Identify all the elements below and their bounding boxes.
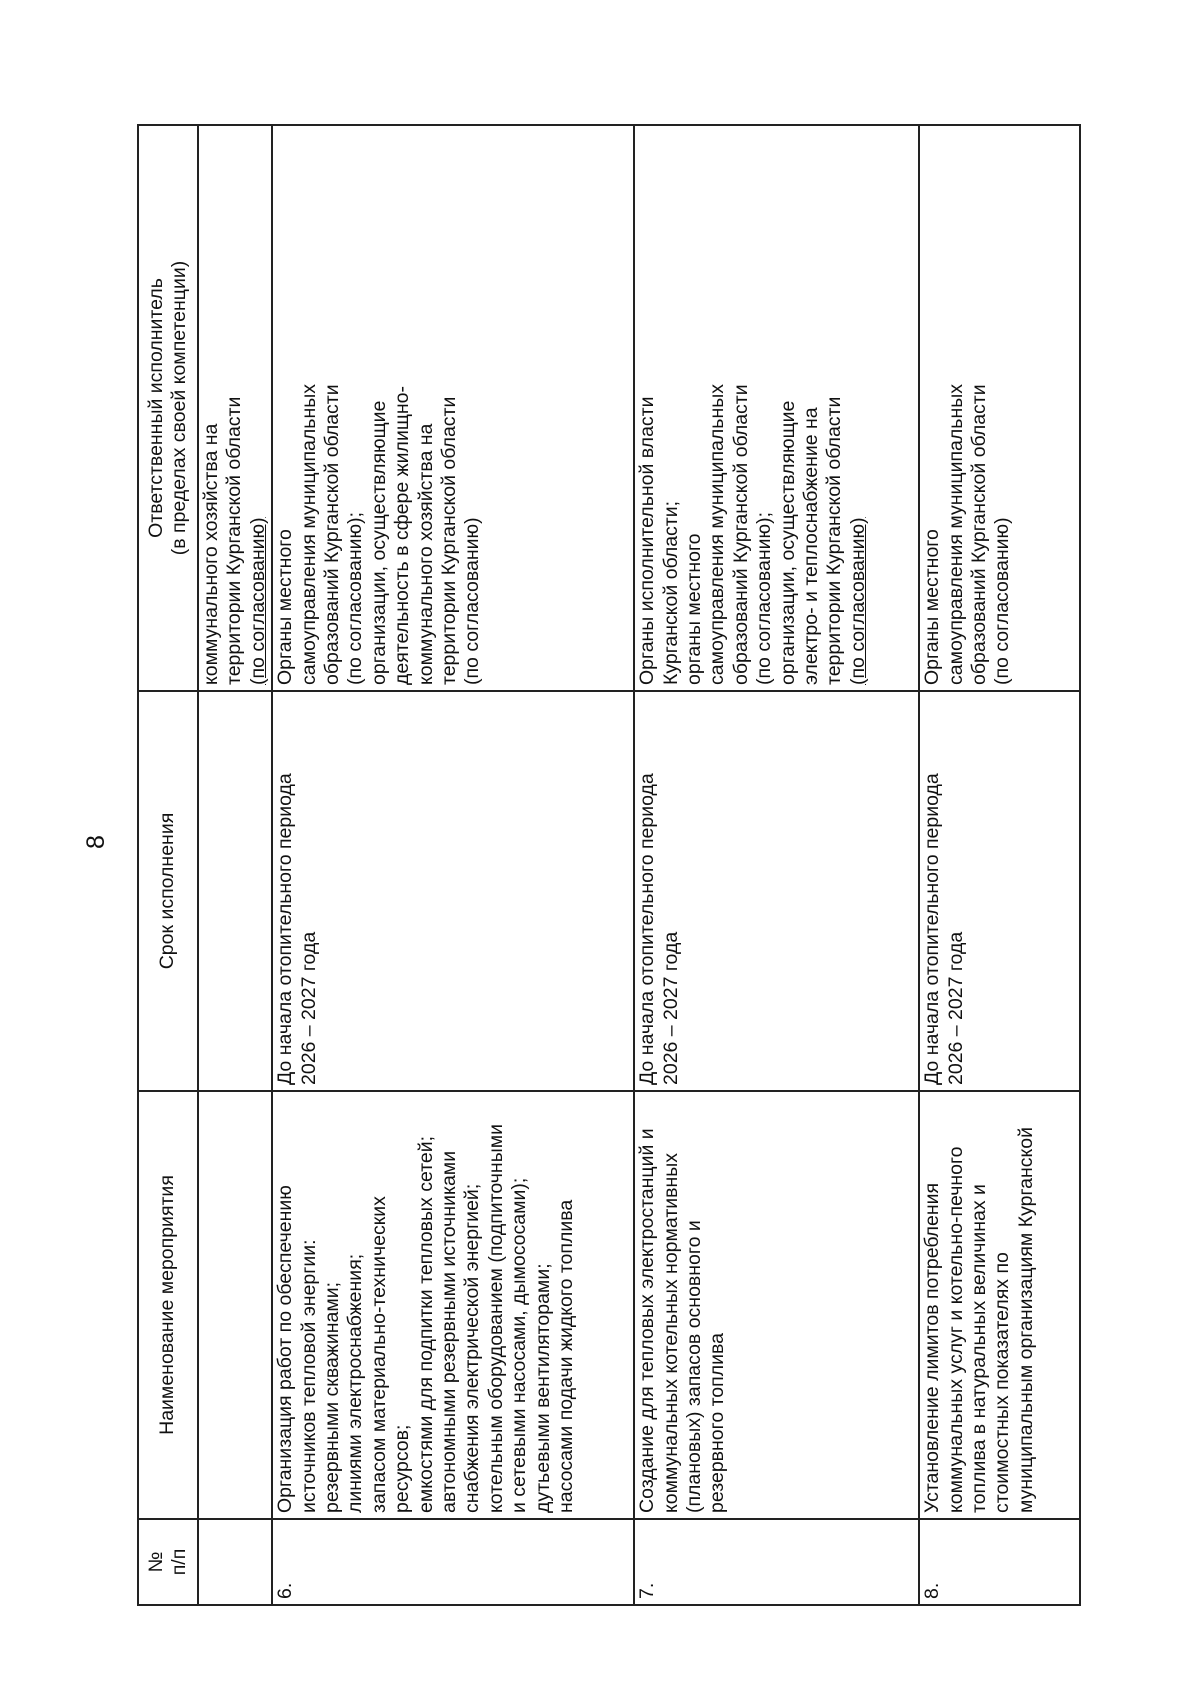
text-line: 2026 – 2027 года	[659, 931, 682, 1085]
table-row	[272, 125, 634, 1605]
text-line: коммунального хозяйства на	[200, 423, 222, 685]
text-line: (в пределах своей компетенции)	[168, 260, 190, 556]
text-line: коммунального хозяйства на	[414, 423, 437, 685]
cell-responsible	[198, 125, 272, 691]
cell-responsible	[272, 125, 634, 691]
text-line: котельным оборудованием (подпиточными	[484, 1123, 507, 1513]
text-line: Органы исполнительной власти	[636, 396, 659, 685]
text-line: резервными скважинами;	[321, 1281, 344, 1513]
text-line: (по согласованию)	[846, 517, 869, 685]
text-line: и сетевыми насосами, дымососами);	[508, 1177, 531, 1513]
text-line: (по согласованию)	[246, 517, 269, 685]
text-line: источников тепловой энергии:	[297, 1239, 320, 1513]
cell-name	[272, 1091, 634, 1519]
text-line: (по согласованию);	[344, 511, 367, 685]
text-line: организации, осуществляющие	[367, 400, 390, 685]
header-term: Срок исполнения	[138, 691, 198, 1091]
table-header-row	[138, 125, 198, 1605]
text-line: деятельность в сфере жилищно-	[391, 386, 414, 685]
text-line: До начала отопительного периода	[636, 773, 659, 1085]
text-line: запасом материально-технических	[367, 1196, 390, 1513]
text-line: органы местного	[683, 533, 706, 685]
cell-term	[919, 691, 1080, 1091]
text-line: образований Курганской области	[321, 384, 344, 685]
header-name: Наименование мероприятия	[138, 1091, 198, 1519]
text-line: До начала отопительного периода	[921, 773, 944, 1085]
measures-table-container	[137, 126, 1077, 1606]
text-line: электро- и теплоснабжение на	[800, 407, 823, 685]
measures-table	[137, 124, 1081, 1606]
text-line: (по согласованию)	[461, 517, 484, 685]
text-line: (по согласованию)	[991, 517, 1014, 685]
text-line: (плановых) запасов основного и	[683, 1220, 706, 1513]
cell-name	[198, 1091, 272, 1519]
text-line: 2026 – 2027 года	[297, 931, 320, 1085]
text-line: До начала отопительного периода	[274, 773, 297, 1085]
text-line: Ответственный исполнитель	[144, 278, 167, 538]
text-line: коммунальных котельных нормативных	[659, 1152, 682, 1513]
cell-responsible	[634, 125, 919, 691]
text-line: №	[144, 1551, 167, 1573]
text-line: насосами подачи жидкого топлива	[555, 1199, 578, 1513]
text-line: стоимостных показателях по	[991, 1252, 1014, 1513]
text-line: Органы местного	[274, 529, 297, 685]
cell-responsible	[919, 125, 1080, 691]
text-line: самоуправления муниципальных	[944, 384, 967, 685]
text-line: территории Курганской области	[223, 396, 246, 685]
cell-term	[272, 691, 634, 1091]
table-row	[634, 125, 919, 1605]
text-line: п/п	[168, 1548, 190, 1576]
text-line: дутьевыми вентиляторами;	[531, 1263, 554, 1513]
cell-name	[634, 1091, 919, 1519]
text-line: муниципальным организациям Курганской	[1014, 1126, 1037, 1513]
header-responsible	[138, 125, 198, 691]
text-line: образований Курганской области	[729, 384, 752, 685]
cell-num: 7.	[634, 1519, 919, 1605]
text-line: ресурсов;	[391, 1424, 414, 1513]
cell-num	[198, 1519, 272, 1605]
text-line: автономными резервными источниками	[438, 1150, 461, 1513]
cell-num: 6.	[272, 1519, 634, 1605]
cell-term	[198, 691, 272, 1091]
text-line: резервного топлива	[706, 1333, 729, 1513]
text-line: территории Курганской области	[438, 396, 461, 685]
text-line: емкостями для подпитки тепловых сетей;	[414, 1135, 437, 1513]
text-line: организации, осуществляющие	[776, 400, 799, 685]
text-line: Установление лимитов потребления	[921, 1182, 944, 1513]
text-line: Организация работ по обеспечению	[274, 1185, 297, 1513]
text-line: снабжения электрической энергией;	[461, 1183, 484, 1513]
text-line: образований Курганской области	[968, 384, 991, 685]
text-line: самоуправления муниципальных	[706, 384, 729, 685]
text-line: Курганской области;	[659, 500, 682, 685]
text-line: Создание для тепловых электростанций и	[636, 1128, 659, 1513]
text-line: территории Курганской области	[823, 396, 846, 685]
text-line: Органы местного	[921, 529, 944, 685]
text-line: самоуправления муниципальных	[297, 384, 320, 685]
cell-name	[919, 1091, 1080, 1519]
header-num	[138, 1519, 198, 1605]
cell-term	[634, 691, 919, 1091]
cell-num: 8.	[919, 1519, 1080, 1605]
text-line: 2026 – 2027 года	[944, 931, 967, 1085]
text-line: коммунальных услуг и котельно-печного	[944, 1146, 967, 1513]
table-row	[919, 125, 1080, 1605]
table-row-continuation	[198, 125, 272, 1605]
page-number: 8	[82, 835, 110, 849]
text-line: топлива в натуральных величинах и	[968, 1184, 991, 1513]
text-line: (по согласованию);	[753, 511, 776, 685]
text-line: линиями электроснабжения;	[344, 1253, 367, 1513]
